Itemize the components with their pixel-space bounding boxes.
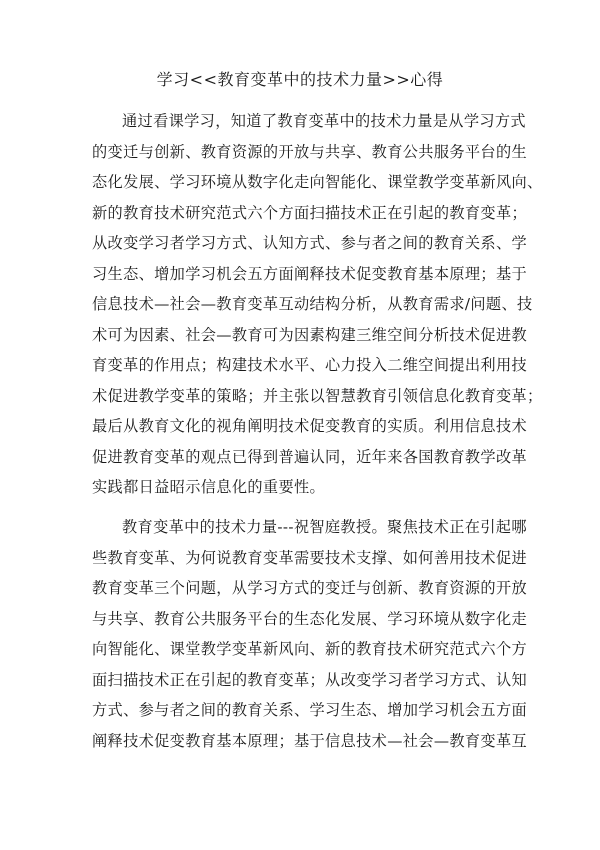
text-line: 术促进教学变革的策略；并主张以智慧教育引领信息化教育变革； bbox=[92, 386, 543, 405]
paragraph-2 bbox=[92, 512, 528, 756]
text-line: 态化发展、学习环境从数字化走向智能化、课堂教学变革新风向、 bbox=[92, 173, 543, 191]
text-line: 教育变革三个问题，从学习方式的变迁与创新、教育资源的开放 bbox=[92, 579, 528, 597]
paragraph-1 bbox=[92, 106, 543, 503]
text-line: 通过看课学习，知道了教育变革中的技术力量是从学习方式 bbox=[122, 112, 526, 130]
text-line: 阐释技术促变教育基本原理；基于信息技术—社会—教育变革互 bbox=[92, 731, 528, 750]
text-line: 从改变学习者学习方式、认知方式、参与者之间的教育关系、学 bbox=[92, 234, 528, 252]
text-line: 教育变革中的技术力量---祝智庭教授。聚焦技术正在引起哪 bbox=[122, 518, 527, 536]
text-line: 些教育变革、为何说教育变革需要技术支撑、如何善用技术促进 bbox=[92, 548, 528, 567]
text-line: 向智能化、课堂教学变革新风向、新的教育技术研究范式六个方 bbox=[92, 640, 528, 658]
text-line: 术可为因素、社会—教育可为因素构建三维空间分析技术促进教 bbox=[92, 325, 528, 344]
text-line: 方式、参与者之间的教育关系、学习生态、增加学习机会五方面 bbox=[92, 701, 528, 719]
text-line: 新的教育技术研究范式六个方面扫描技术正在引起的教育变革； bbox=[92, 203, 528, 222]
text-line: 面扫描技术正在引起的教育变革；从改变学习者学习方式、认知 bbox=[92, 670, 528, 689]
text-line: 育变革的作用点；构建技术水平、心力投入二维空间提出利用技 bbox=[92, 356, 528, 374]
text-line: 信息技术—社会—教育变革互动结构分析，从教育需求/问题、技 bbox=[92, 295, 533, 313]
text-line: 实践都日益昭示信息化的重要性。 bbox=[92, 478, 326, 496]
text-line: 与共享、教育公共服务平台的生态化发展、学习环境从数字化走 bbox=[92, 609, 528, 628]
text-line: 的变迁与创新、教育资源的开放与共享、教育公共服务平台的生 bbox=[92, 142, 528, 161]
text-line: 习生态、增加学习机会五方面阐释技术促变教育基本原理；基于 bbox=[92, 264, 528, 283]
text-line: 最后从教育文化的视角阐明技术促变教育的实质。利用信息技术 bbox=[92, 417, 528, 435]
document-title: 学习<<教育变革中的技术力量>>心得 bbox=[156, 70, 444, 89]
text-line: 促进教育变革的观点已得到普遍认同，近年来各国教育教学改革 bbox=[92, 447, 528, 466]
